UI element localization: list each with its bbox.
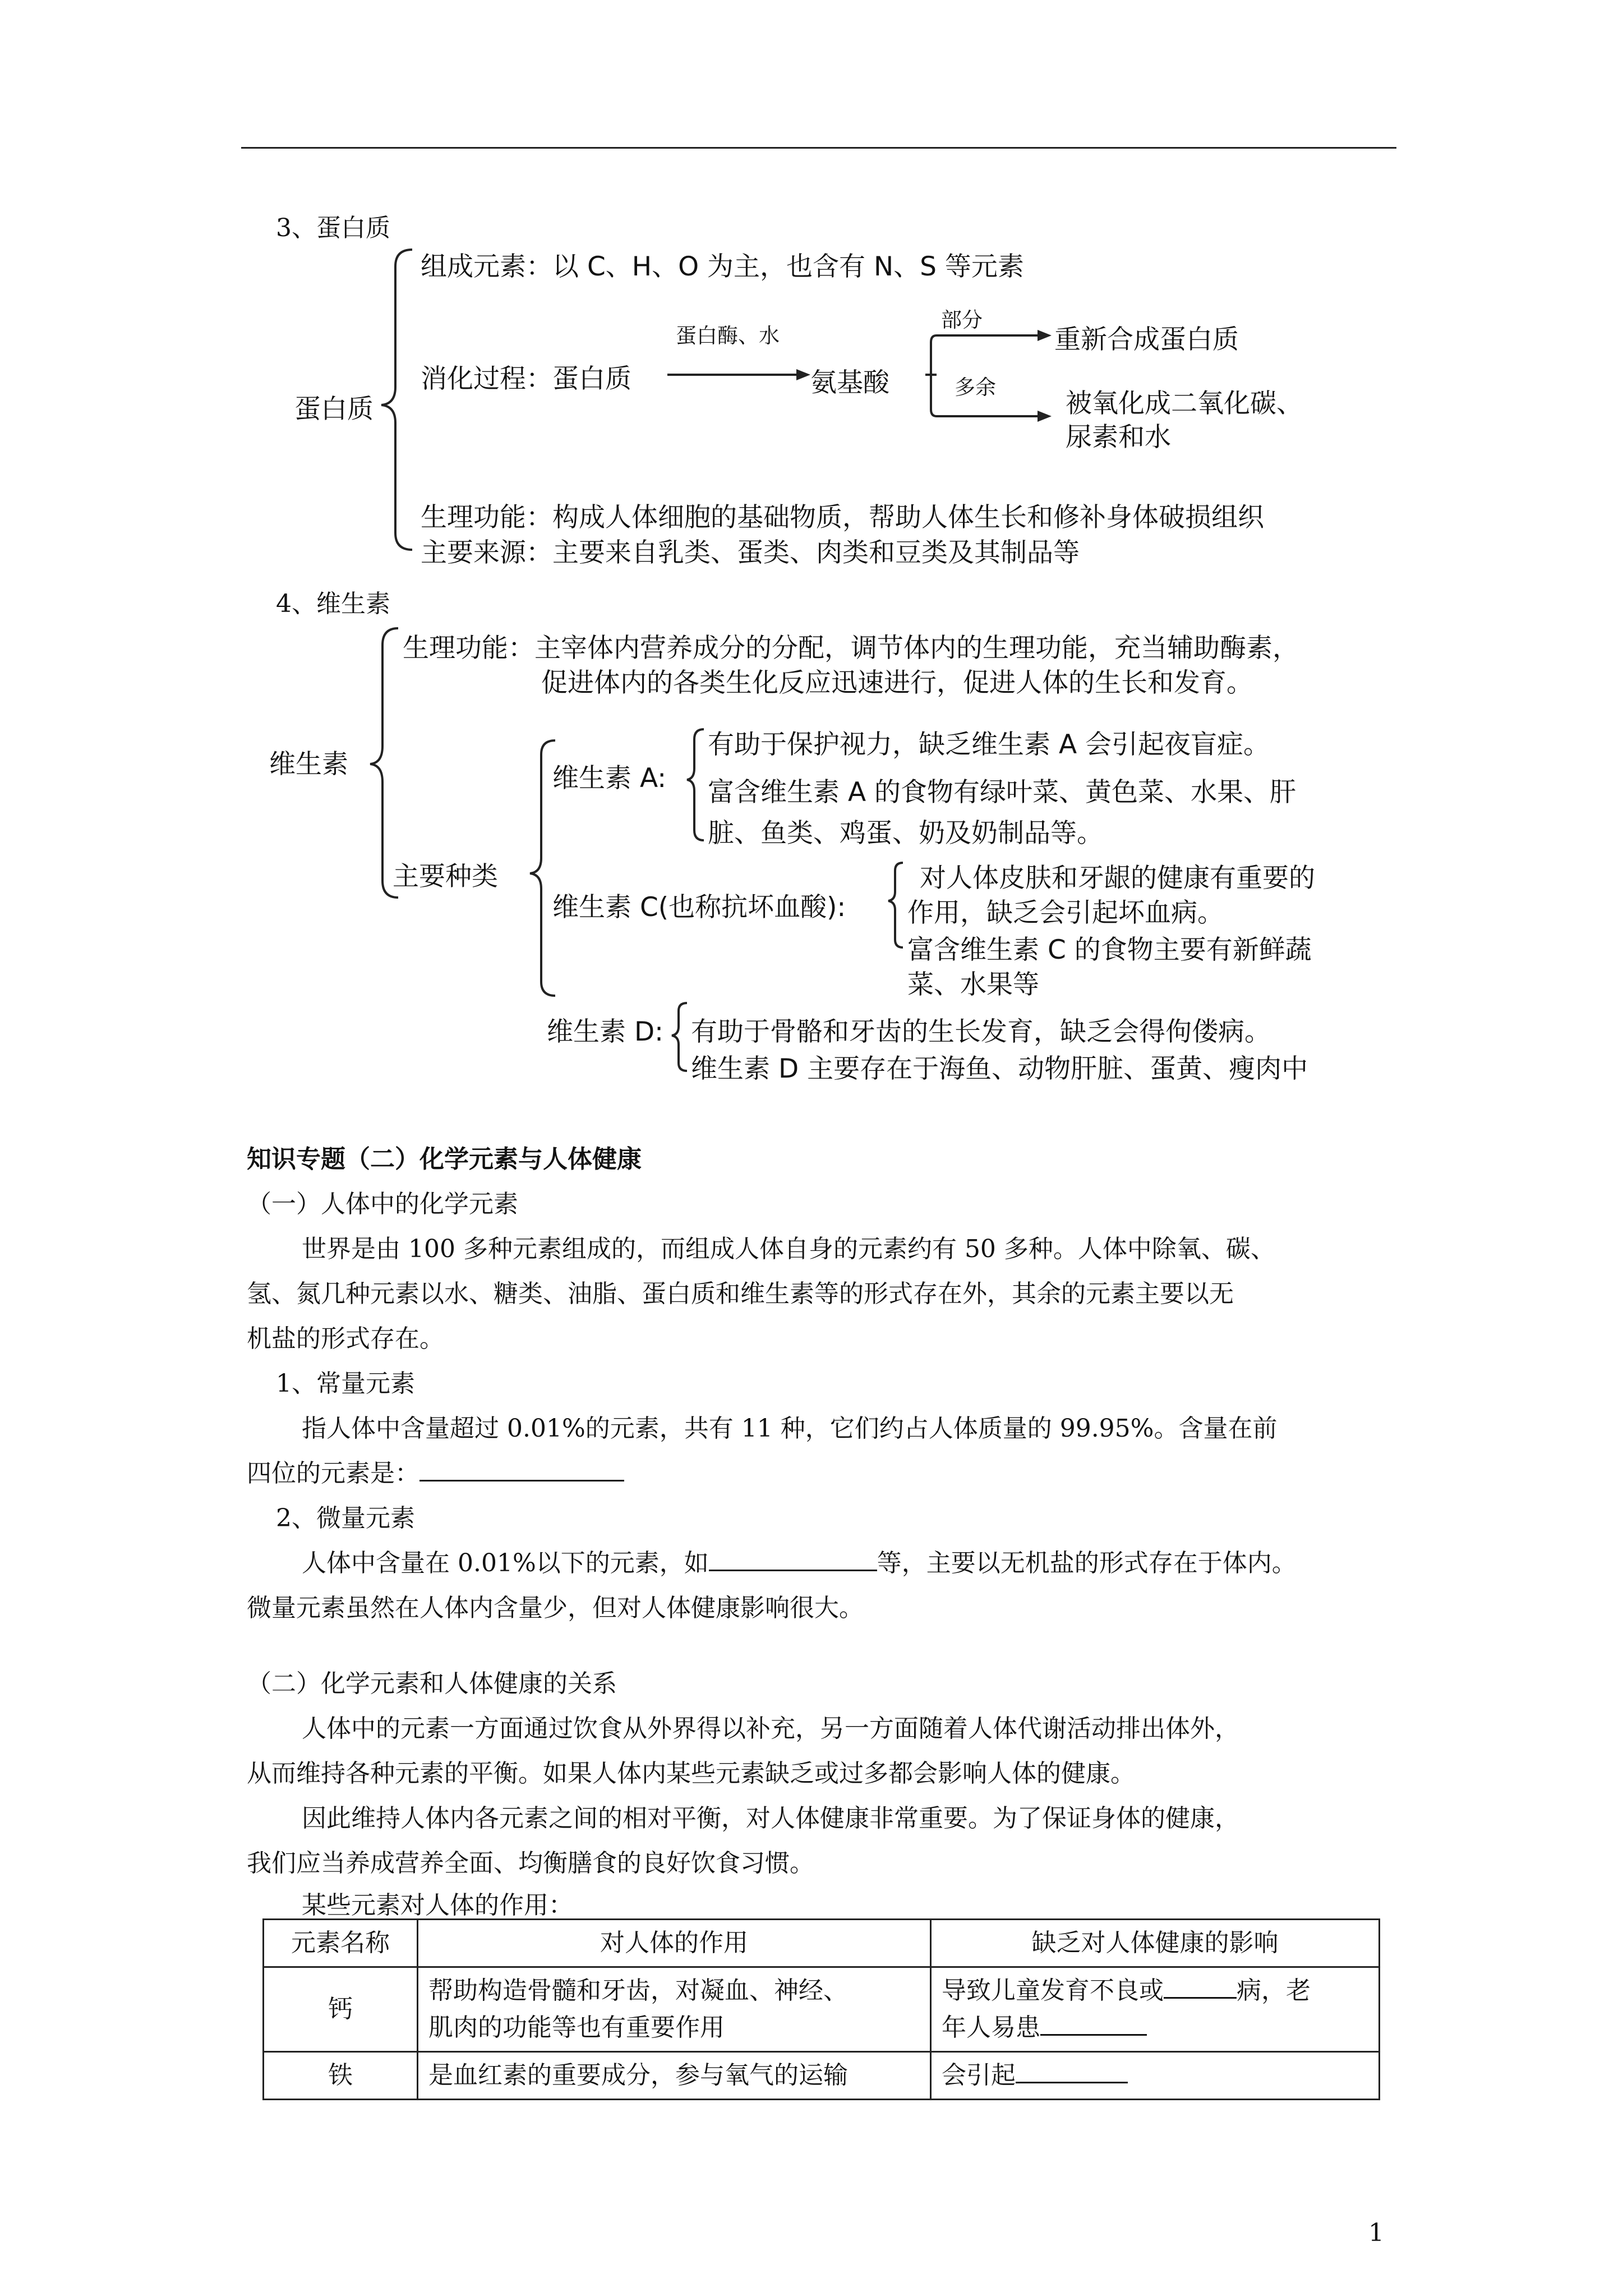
sec2-title: （二）化学元素和人体健康的关系 — [247, 1669, 617, 1698]
vitamin-c-label: 维生素 C(也称抗坏血酸): — [552, 892, 846, 923]
table-row — [264, 1967, 1380, 2052]
excess-arrowhead — [1038, 411, 1052, 422]
protein-heading: 3、蛋白质 — [276, 214, 390, 242]
macro-line-2 — [247, 1453, 624, 1489]
deficiency-text: 导致儿童发育不良或 — [942, 1976, 1164, 2005]
table-row — [264, 2052, 1380, 2100]
macro-title: 1、常量元素 — [276, 1369, 415, 1398]
element-effect-line: 帮助构造骨髓和牙齿，对凝血、神经、 — [428, 1976, 848, 2005]
protein-branch-part-label: 部分 — [941, 308, 983, 332]
element-effect — [418, 2052, 931, 2100]
sec2-p2-line-1: 因此维持人体内各元素之间的相对平衡，对人体健康非常重要。为了保证身体的健康， — [302, 1804, 1239, 1833]
digestion-arrowhead — [796, 369, 810, 380]
element-deficiency — [931, 2052, 1380, 2100]
sec1-p1-line-3: 机盐的形式存在。 — [247, 1324, 444, 1353]
topic2-title: 知识专题（二）化学元素与人体健康 — [247, 1145, 642, 1174]
table-header-cell: 元素名称 — [264, 1920, 418, 1967]
macro-line-2-text: 四位的元素是： — [247, 1459, 419, 1488]
vitamin-function-2: 促进体内的各类生化反应迅速进行，促进人体的生长和发育。 — [541, 668, 1253, 698]
macro-line-1: 指人体中含量超过 0.01%的元素，共有 11 种，它们约占人体质量的 99.95%。含量在前 — [302, 1414, 1278, 1443]
table-header-row — [264, 1920, 1380, 1967]
deficiency-text: 年人易患 — [942, 2013, 1040, 2042]
vitamin-d-label: 维生素 D: — [547, 1016, 663, 1047]
sec2-p2-line-2: 我们应当养成营养全面、均衡膳食的良好饮食习惯。 — [247, 1849, 814, 1878]
table-header-cell: 缺乏对人体健康的影响 — [931, 1920, 1380, 1967]
macro-answer-blank[interactable] — [419, 1457, 624, 1481]
part-arrowhead — [1038, 330, 1052, 341]
micro-title: 2、微量元素 — [276, 1504, 415, 1533]
vitamin-a-line-3: 脏、鱼类、鸡蛋、奶及奶制品等。 — [708, 818, 1103, 849]
vitamin-root: 维生素 — [269, 749, 348, 780]
vitamin-a-brace — [687, 729, 704, 840]
element-effect-line: 肌肉的功能等也有重要作用 — [428, 2013, 725, 2042]
protein-amino-acid: 氨基酸 — [810, 367, 889, 398]
element-name: 钙 — [264, 1967, 418, 2052]
element-effects-table — [262, 1918, 1380, 2100]
vitamin-d-line-1: 有助于骨骼和牙齿的生长发育，缺乏会得佝偻病。 — [691, 1016, 1271, 1047]
vitamin-d-line-2: 维生素 D 主要存在于海鱼、动物肝脏、蛋黄、瘦肉中 — [691, 1053, 1308, 1084]
element-deficiency-line — [942, 2057, 1368, 2094]
protein-brace — [381, 250, 412, 550]
micro-line-1-text-a: 人体中含量在 0.01%以下的元素，如 — [302, 1549, 709, 1577]
protein-source: 主要来源：主要来自乳类、蛋类、肉类和豆类及其制品等 — [421, 537, 1080, 568]
vitamin-function-1: 生理功能：主宰体内营养成分的分配，调节体内的生理功能，充当辅助酶素， — [403, 633, 1299, 664]
deficiency-blank[interactable] — [1040, 2012, 1147, 2036]
micro-line-1 — [302, 1543, 1297, 1579]
vitamin-heading: 4、维生素 — [276, 590, 390, 618]
vitamin-types-label: 主要种类 — [393, 861, 498, 892]
element-effect-line: 是血红素的重要成分，参与氧气的运输 — [428, 2061, 848, 2090]
protein-function: 生理功能：构成人体细胞的基础物质，帮助人体生长和修补身体破损组织 — [421, 502, 1264, 533]
page-number: 1 — [1368, 2219, 1384, 2247]
vitamin-c-line-3: 富含维生素 C 的食物主要有新鲜蔬 — [907, 935, 1312, 965]
sec1-p1-line-1: 世界是由 100 多种元素组成的，而组成人体自身的元素约有 50 多种。人体中除氧、碳、 — [302, 1235, 1275, 1263]
vitamin-a-label: 维生素 A: — [552, 763, 667, 794]
protein-arrow-label: 蛋白酶、水 — [676, 324, 780, 348]
amino-fork — [925, 335, 937, 416]
protein-branch-excess-result-1: 被氧化成二氧化碳、 — [1066, 388, 1303, 419]
sec2-p1-line-1: 人体中的元素一方面通过饮食从外界得以补充，另一方面随着人体代谢活动排出体外， — [302, 1714, 1239, 1743]
deficiency-blank[interactable] — [1164, 1975, 1237, 1999]
element-deficiency — [931, 1967, 1380, 2052]
vitamin-a-line-1: 有助于保护视力，缺乏维生素 A 会引起夜盲症。 — [708, 729, 1270, 760]
element-name: 铁 — [264, 2052, 418, 2100]
vitamin-c-line-2: 作用，缺乏会引起坏血病。 — [907, 898, 1224, 928]
micro-line-1-text-b: 等，主要以无机盐的形式存在于体内。 — [877, 1549, 1297, 1577]
types-brace — [530, 740, 555, 996]
element-deficiency-line — [942, 2009, 1368, 2046]
protein-branch-excess-result-2: 尿素和水 — [1066, 422, 1171, 453]
sec1-p1-line-2: 氢、氮几种元素以水、糖类、油脂、蛋白质和维生素等的形式存在外，其余的元素主要以无 — [247, 1280, 1234, 1308]
vitamin-c-line-4: 菜、水果等 — [907, 969, 1039, 1000]
deficiency-text: 会引起 — [942, 2061, 1016, 2090]
table-caption: 某些元素对人体的作用： — [302, 1891, 573, 1920]
vitamin-c-brace — [888, 863, 903, 947]
micro-answer-blank[interactable] — [709, 1547, 877, 1571]
protein-branch-excess-label: 多余 — [955, 375, 996, 399]
deficiency-blank[interactable] — [1016, 2059, 1128, 2083]
protein-digestion-label: 消化过程：蛋白质 — [421, 364, 631, 394]
vitamin-d-brace — [672, 1003, 687, 1071]
sec1-title: （一）人体中的化学元素 — [247, 1190, 518, 1218]
element-deficiency-line — [942, 1972, 1368, 2009]
sec2-p1-line-2: 从而维持各种元素的平衡。如果人体内某些元素缺乏或过多都会影响人体的健康。 — [247, 1759, 1135, 1788]
protein-branch-part-result: 重新合成蛋白质 — [1054, 324, 1239, 355]
vitamin-c-line-1: 对人体皮肤和牙龈的健康有重要的 — [920, 863, 1315, 894]
micro-line-2: 微量元素虽然在人体内含量少，但对人体健康影响很大。 — [247, 1594, 864, 1622]
deficiency-text: 病，老 — [1237, 1976, 1311, 2005]
element-effect — [418, 1967, 931, 2052]
vitamin-a-line-2: 富含维生素 A 的食物有绿叶菜、黄色菜、水果、肝 — [708, 777, 1297, 808]
table-header-cell: 对人体的作用 — [418, 1920, 931, 1967]
protein-composition: 组成元素：以 C、H、O 为主，也含有 N、S 等元素 — [421, 251, 1024, 282]
protein-root: 蛋白质 — [294, 394, 374, 425]
